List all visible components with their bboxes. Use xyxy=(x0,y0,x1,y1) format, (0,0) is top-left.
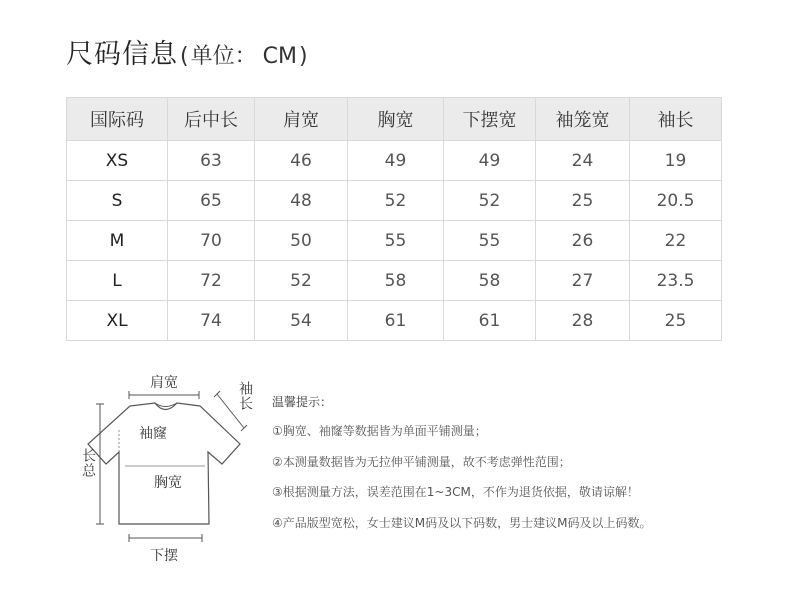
table-cell: 55 xyxy=(348,221,444,261)
table-cell: 63 xyxy=(168,141,255,181)
chest-label: 胸宽 xyxy=(154,475,182,491)
size-table xyxy=(66,97,722,341)
table-cell: 25 xyxy=(630,301,722,341)
tip-item: ③根据测量方法，误差范围在1~3CM，不作为退货依据，敬请谅解！ xyxy=(272,485,639,499)
table-cell: 72 xyxy=(168,261,255,301)
table-row xyxy=(67,301,722,341)
table-cell: 19 xyxy=(630,141,722,181)
table-cell: 48 xyxy=(255,181,348,221)
table-cell: 52 xyxy=(255,261,348,301)
header-armhole: 袖笼宽 xyxy=(536,98,630,141)
tip-item: ②本测量数据皆为无拉伸平铺测量，故不考虑弹性范围； xyxy=(272,454,571,469)
table-cell: 22 xyxy=(630,221,722,261)
table-cell: XS xyxy=(67,141,168,181)
table-cell: 46 xyxy=(255,141,348,181)
table-row xyxy=(67,141,722,181)
table-row xyxy=(67,261,722,301)
table-cell: 25 xyxy=(536,181,630,221)
page-title xyxy=(66,32,310,72)
table-cell: S xyxy=(67,181,168,221)
armhole-label: 袖窿 xyxy=(139,426,167,442)
header-hem: 下摆宽 xyxy=(444,98,536,141)
title-main: 尺码信息 xyxy=(66,39,178,70)
table-cell: 27 xyxy=(536,261,630,301)
header-sleeve: 袖长 xyxy=(630,98,722,141)
table-cell: XL xyxy=(67,301,168,341)
table-cell: 24 xyxy=(536,141,630,181)
header-chest: 胸宽 xyxy=(348,98,444,141)
tip-item: ④产品版型宽松，女士建议M码及以下码数，男士建议M码及以上码数。 xyxy=(272,515,652,530)
header-back-length: 后中长 xyxy=(168,98,255,141)
title-paren-close: ) xyxy=(298,44,308,69)
table-cell: M xyxy=(67,221,168,261)
tshirt-diagram xyxy=(72,366,252,576)
shoulder-label: 肩宽 xyxy=(150,375,178,391)
table-cell: 55 xyxy=(444,221,536,261)
header-size: 国际码 xyxy=(67,98,168,141)
table-cell: 74 xyxy=(168,301,255,341)
table-cell: 50 xyxy=(255,221,348,261)
title-unit-label: 单位： xyxy=(190,44,257,69)
length-label: 长总 xyxy=(80,448,96,478)
sleeve-length-label: 袖长 xyxy=(237,381,253,411)
table-cell: L xyxy=(67,261,168,301)
table-cell: 58 xyxy=(348,261,444,301)
table-cell: 70 xyxy=(168,221,255,261)
table-row xyxy=(67,181,722,221)
table-cell: 65 xyxy=(168,181,255,221)
table-cell: 54 xyxy=(255,301,348,341)
title-paren-open: ( xyxy=(180,44,189,69)
header-shoulder: 肩宽 xyxy=(255,98,348,141)
table-cell: 58 xyxy=(444,261,536,301)
title-unit: CM xyxy=(262,44,297,69)
table-cell: 20.5 xyxy=(630,181,722,221)
table-cell: 61 xyxy=(444,301,536,341)
table-cell: 28 xyxy=(536,301,630,341)
tip-item: ①胸宽、袖窿等数据皆为单面平铺测量； xyxy=(272,424,487,438)
tshirt-outline xyxy=(88,403,240,524)
tips-section xyxy=(272,393,651,544)
tips-title: 温馨提示： xyxy=(272,395,333,409)
table-header-row xyxy=(67,98,722,141)
table-cell: 61 xyxy=(348,301,444,341)
table-cell: 52 xyxy=(444,181,536,221)
hem-label: 下摆 xyxy=(150,548,178,564)
table-cell: 23.5 xyxy=(630,261,722,301)
table-row xyxy=(67,221,722,261)
table-cell: 52 xyxy=(348,181,444,221)
table-cell: 49 xyxy=(348,141,444,181)
table-cell: 49 xyxy=(444,141,536,181)
table-cell: 26 xyxy=(536,221,630,261)
